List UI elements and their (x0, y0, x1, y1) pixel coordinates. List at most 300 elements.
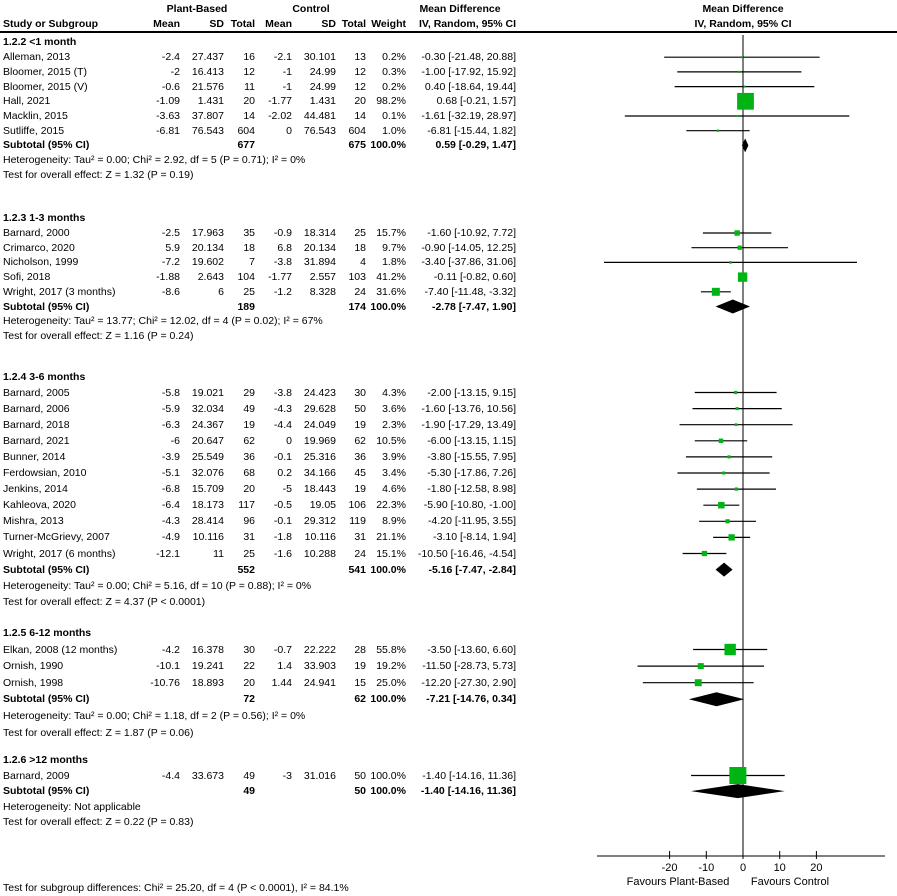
cell-mean-1: -4.2 (161, 644, 180, 656)
cell-mean-2: -1.77 (268, 95, 292, 107)
cell-mean-1: -1.88 (156, 271, 180, 283)
cell-weight: 0.2% (382, 81, 406, 93)
col-ci: IV, Random, 95% CI (418, 18, 516, 30)
subtotal-weight: 100.0% (370, 564, 406, 576)
cell-mean-1: -8.6 (161, 286, 180, 298)
cell-ci-text: -3.80 [-15.55, 7.95] (427, 451, 516, 463)
cell-weight: 1.8% (382, 256, 406, 268)
cell-total-1: 22 (243, 660, 255, 672)
cell-ci-text: -10.50 [-16.46, -4.54] (417, 548, 516, 560)
cell-mean-2: -1.8 (273, 531, 292, 543)
cell-total-1: 104 (237, 271, 255, 283)
effect-marker (737, 93, 754, 110)
cell-weight: 8.9% (382, 515, 406, 527)
cell-sd-1: 27.437 (191, 51, 224, 63)
study-name: Barnard, 2021 (3, 435, 70, 447)
cell-ci-text: -0.30 [-21.48, 20.88] (421, 51, 516, 63)
cell-sd-2: 30.101 (303, 51, 336, 63)
subgroup-label: 1.2.6 >12 months (3, 754, 88, 766)
heterogeneity-text: Heterogeneity: Not applicable (3, 801, 141, 813)
cell-total-2: 13 (354, 51, 366, 63)
cell-sd-2: 24.99 (309, 66, 336, 78)
cell-weight: 100.0% (370, 770, 406, 782)
study-name: Barnard, 2000 (3, 227, 70, 239)
study-name: Barnard, 2009 (3, 770, 70, 782)
cell-total-1: 16 (243, 51, 255, 63)
effect-marker (735, 423, 738, 426)
cell-mean-2: -3.8 (273, 387, 292, 399)
overall-effect-text: Test for overall effect: Z = 1.32 (P = 0.19) (3, 169, 194, 181)
cell-mean-2: -0.9 (273, 227, 292, 239)
cell-mean-1: -6.3 (161, 419, 180, 431)
cell-total-1: 20 (243, 95, 255, 107)
subgroup-difference-test: Test for subgroup differences: Chi² = 25.20, df = 4 (P < 0.0001), I² = 84.1% (3, 882, 349, 894)
cell-mean-2: -1 (282, 66, 292, 78)
cell-ci-text: -0.90 [-14.05, 12.25] (421, 242, 516, 254)
cell-mean-1: -2.4 (161, 51, 180, 63)
study-name: Barnard, 2005 (3, 387, 70, 399)
subtotal-total-2: 675 (348, 139, 366, 151)
effect-marker (738, 71, 740, 73)
subtotal-total-2: 541 (348, 564, 366, 576)
effect-title: Mean Difference (419, 3, 501, 15)
cell-total-1: 12 (243, 66, 255, 78)
cell-mean-1: -5.9 (161, 403, 180, 415)
cell-sd-1: 28.414 (191, 515, 224, 527)
subtotal-total-1: 552 (237, 564, 255, 576)
cell-sd-2: 34.166 (303, 467, 336, 479)
col-total-1: Total (230, 18, 255, 30)
subtotal-weight: 100.0% (370, 139, 406, 151)
subtotal-weight: 100.0% (370, 693, 406, 705)
cell-sd-1: 11 (213, 548, 224, 560)
study-name: Barnard, 2018 (3, 419, 70, 431)
subtotal-total-2: 174 (348, 301, 366, 313)
cell-sd-1: 76.543 (191, 125, 224, 137)
cell-total-1: 117 (238, 499, 255, 511)
cell-ci-text: -1.40 [-14.16, 11.36] (422, 770, 516, 782)
cell-mean-2: 0 (286, 435, 292, 447)
cell-total-2: 20 (354, 95, 366, 107)
study-name: Wright, 2017 (3 months) (3, 286, 116, 298)
cell-mean-2: -1.6 (273, 548, 292, 560)
cell-ci-text: -1.00 [-17.92, 15.92] (421, 66, 516, 78)
cell-total-2: 25 (354, 227, 366, 239)
subtotal-ci-text: -1.40 [-14.16, 11.36] (420, 785, 516, 797)
cell-total-2: 50 (354, 403, 366, 415)
cell-weight: 9.7% (382, 242, 406, 254)
cell-total-1: 30 (243, 644, 255, 656)
subtotal-diamond (716, 563, 733, 577)
col-study: Study or Subgroup (3, 18, 99, 30)
cell-sd-2: 10.116 (304, 531, 336, 543)
col-sd-2: SD (321, 18, 336, 30)
col-mean-1: Mean (153, 18, 180, 30)
cell-sd-1: 10.116 (192, 531, 224, 543)
effect-title-plot: Mean Difference (702, 3, 784, 15)
effect-marker (736, 407, 739, 410)
cell-sd-2: 25.316 (303, 451, 336, 463)
cell-sd-1: 33.673 (191, 770, 224, 782)
cell-sd-1: 16.378 (191, 644, 224, 656)
cell-total-1: 68 (243, 467, 255, 479)
cell-ci-text: -5.90 [-10.80, -1.00] (423, 499, 516, 511)
cell-sd-1: 21.576 (191, 81, 224, 93)
cell-total-1: 62 (243, 435, 255, 447)
cell-mean-1: -5.8 (161, 387, 180, 399)
subtotal-weight: 100.0% (370, 301, 406, 313)
cell-sd-1: 19.241 (191, 660, 224, 672)
effect-marker (712, 288, 720, 296)
effect-marker (722, 471, 725, 474)
cell-weight: 3.4% (382, 467, 406, 479)
cell-total-1: 11 (244, 81, 255, 93)
cell-total-2: 19 (354, 660, 366, 672)
cell-sd-1: 15.709 (191, 483, 224, 495)
cell-sd-2: 1.431 (309, 95, 336, 107)
axis-tick-label: 0 (739, 862, 747, 874)
subtotal-total-2: 62 (354, 693, 366, 705)
cell-mean-1: -3.9 (161, 451, 180, 463)
axis-tick-label: -20 (661, 862, 678, 874)
cell-total-1: 25 (243, 286, 255, 298)
cell-sd-1: 1.431 (197, 95, 224, 107)
cell-mean-2: -1.77 (268, 271, 292, 283)
cell-total-1: 14 (243, 110, 255, 122)
effect-marker (734, 230, 739, 235)
axis-tick-label: -10 (698, 862, 715, 874)
cell-weight: 1.0% (382, 125, 406, 137)
study-name: Alleman, 2013 (3, 51, 71, 63)
cell-sd-2: 10.288 (303, 548, 336, 560)
effect-marker (728, 534, 734, 540)
cell-sd-1: 18.893 (191, 677, 224, 689)
effect-marker (734, 391, 737, 394)
subgroup-label: 1.2.3 1-3 months (3, 212, 86, 224)
cell-weight: 0.2% (382, 51, 406, 63)
subgroup-label: 1.2.2 <1 month (3, 36, 77, 48)
cell-weight: 55.8% (376, 644, 406, 656)
cell-weight: 2.3% (382, 419, 406, 431)
cell-mean-1: -1.09 (156, 95, 180, 107)
cell-total-1: 25 (243, 548, 255, 560)
cell-mean-2: -2.02 (268, 110, 292, 122)
group2-header: Control (292, 3, 330, 15)
cell-total-1: 49 (243, 403, 255, 415)
cell-weight: 98.2% (376, 95, 406, 107)
study-name: Wright, 2017 (6 months) (3, 548, 116, 560)
subtotal-label: Subtotal (95% CI) (3, 693, 90, 705)
axis-tick-label: 20 (810, 862, 823, 874)
heterogeneity-text: Heterogeneity: Tau² = 0.00; Chi² = 2.92, df = 5 (P = 0.71); I² = 0% (3, 154, 306, 166)
study-name: Sutliffe, 2015 (3, 125, 65, 137)
cell-total-1: 7 (249, 256, 255, 268)
cell-mean-1: -10.1 (156, 660, 180, 672)
subtotal-weight: 100.0% (370, 785, 406, 797)
effect-marker (741, 56, 743, 58)
cell-weight: 22.3% (376, 499, 406, 511)
col-sd-1: SD (209, 18, 224, 30)
study-name: Ferdowsian, 2010 (3, 467, 87, 479)
overall-effect-text: Test for overall effect: Z = 4.37 (P < 0.0001) (3, 596, 206, 608)
favours-left-label: Favours Plant-Based (626, 876, 730, 888)
cell-weight: 15.7% (376, 227, 406, 239)
cell-total-2: 18 (354, 242, 366, 254)
subtotal-total-1: 49 (243, 785, 255, 797)
cell-weight: 3.9% (382, 451, 406, 463)
col-ci-plot: IV, Random, 95% CI (694, 18, 792, 30)
cell-total-1: 19 (243, 419, 255, 431)
cell-sd-2: 19.05 (309, 499, 336, 511)
study-name: Hall, 2021 (3, 95, 51, 107)
cell-total-1: 36 (243, 451, 255, 463)
cell-total-2: 106 (348, 499, 366, 511)
cell-total-2: 36 (354, 451, 366, 463)
effect-marker (729, 261, 732, 264)
cell-ci-text: -12.20 [-27.30, 2.90] (421, 677, 516, 689)
cell-mean-1: -7.2 (161, 256, 180, 268)
cell-ci-text: -3.50 [-13.60, 6.60] (427, 644, 516, 656)
cell-total-1: 35 (243, 227, 255, 239)
cell-mean-1: -4.3 (161, 515, 180, 527)
effect-marker (727, 455, 730, 458)
cell-ci-text: -1.80 [-12.58, 8.98] (427, 483, 516, 495)
cell-ci-text: -0.11 [-0.82, 0.60] (433, 271, 516, 283)
cell-mean-2: 1.4 (277, 660, 292, 672)
overall-effect-text: Test for overall effect: Z = 1.87 (P = 0.06) (3, 727, 194, 739)
cell-total-2: 604 (348, 125, 366, 137)
effect-marker (738, 272, 747, 281)
cell-mean-2: 6.8 (277, 242, 292, 254)
cell-total-2: 15 (354, 677, 366, 689)
subtotal-diamond (689, 692, 744, 706)
cell-sd-1: 32.034 (191, 403, 224, 415)
subtotal-label: Subtotal (95% CI) (3, 564, 90, 576)
subtotal-diamond (716, 300, 750, 314)
cell-sd-2: 31.016 (303, 770, 336, 782)
study-name: Jenkins, 2014 (3, 483, 68, 495)
effect-marker (735, 487, 738, 490)
cell-total-2: 103 (348, 271, 366, 283)
cell-total-2: 4 (360, 256, 366, 268)
cell-mean-2: -0.7 (273, 644, 292, 656)
cell-mean-1: -2.5 (161, 227, 180, 239)
cell-mean-2: -4.3 (273, 403, 292, 415)
subtotal-ci-text: -2.78 [-7.47, 1.90] (431, 301, 516, 313)
cell-ci-text: -1.61 [-32.19, 28.97] (421, 110, 516, 122)
cell-total-2: 24 (354, 548, 366, 560)
study-name: Crimarco, 2020 (3, 242, 75, 254)
cell-total-2: 119 (349, 515, 366, 527)
cell-mean-2: -1 (282, 81, 292, 93)
cell-mean-1: -12.1 (156, 548, 180, 560)
cell-mean-2: 0.2 (277, 467, 292, 479)
cell-total-2: 19 (354, 483, 366, 495)
effect-marker (726, 519, 730, 523)
cell-sd-2: 20.134 (303, 242, 336, 254)
cell-ci-text: 0.40 [-18.64, 19.44] (424, 81, 516, 93)
cell-sd-2: 24.049 (303, 419, 336, 431)
cell-ci-text: -7.40 [-11.48, -3.32] (424, 286, 516, 298)
cell-sd-1: 19.021 (191, 387, 224, 399)
heterogeneity-text: Heterogeneity: Tau² = 0.00; Chi² = 5.16, df = 10 (P = 0.88); I² = 0% (3, 580, 312, 592)
cell-sd-2: 33.903 (303, 660, 336, 672)
cell-ci-text: -3.10 [-8.14, 1.94] (433, 531, 516, 543)
subgroup-label: 1.2.5 6-12 months (3, 627, 92, 639)
subtotal-label: Subtotal (95% CI) (3, 139, 90, 151)
cell-sd-1: 20.647 (191, 435, 224, 447)
study-name: Barnard, 2006 (3, 403, 70, 415)
cell-mean-1: -2 (170, 66, 180, 78)
effect-marker (719, 439, 723, 443)
study-name: Bunner, 2014 (3, 451, 66, 463)
cell-total-1: 49 (243, 770, 255, 782)
cell-ci-text: -4.20 [-11.95, 3.55] (428, 515, 516, 527)
cell-sd-2: 29.628 (303, 403, 336, 415)
cell-sd-1: 20.134 (191, 242, 224, 254)
cell-sd-2: 8.328 (309, 286, 336, 298)
cell-sd-2: 18.443 (303, 483, 336, 495)
overall-effect-text: Test for overall effect: Z = 0.22 (P = 0.83) (3, 816, 194, 828)
cell-mean-1: -6.8 (161, 483, 180, 495)
cell-weight: 31.6% (376, 286, 406, 298)
cell-sd-2: 31.894 (303, 256, 336, 268)
cell-ci-text: -3.40 [-37.86, 31.06] (421, 256, 516, 268)
cell-total-1: 31 (243, 531, 255, 543)
cell-weight: 41.2% (376, 271, 406, 283)
cell-sd-2: 19.969 (303, 435, 336, 447)
cell-total-1: 20 (243, 483, 255, 495)
cell-total-2: 45 (354, 467, 366, 479)
cell-sd-1: 6 (218, 286, 224, 298)
study-name: Ornish, 1998 (3, 677, 64, 689)
study-name: Turner-McGrievy, 2007 (3, 531, 110, 543)
cell-weight: 0.3% (382, 66, 406, 78)
cell-ci-text: -1.60 [-13.76, 10.56] (421, 403, 516, 415)
study-name: Mishra, 2013 (3, 515, 64, 527)
heterogeneity-text: Heterogeneity: Tau² = 13.77; Chi² = 12.02, df = 4 (P = 0.02); I² = 67% (3, 315, 323, 327)
cell-ci-text: -1.60 [-10.92, 7.72] (427, 227, 516, 239)
cell-sd-1: 24.367 (191, 419, 224, 431)
cell-sd-2: 44.481 (303, 110, 336, 122)
study-name: Kahleova, 2020 (3, 499, 76, 511)
effect-marker (724, 644, 735, 655)
subtotal-total-1: 72 (243, 693, 255, 705)
effect-marker (729, 767, 746, 784)
subtotal-total-1: 677 (237, 139, 255, 151)
cell-mean-1: -5.1 (161, 467, 180, 479)
effect-marker (698, 663, 704, 669)
cell-total-2: 30 (354, 387, 366, 399)
cell-mean-2: -3 (282, 770, 292, 782)
study-name: Elkan, 2008 (12 months) (3, 644, 118, 656)
subtotal-ci-text: -5.16 [-7.47, -2.84] (428, 564, 516, 576)
cell-mean-1: 5.9 (165, 242, 180, 254)
subtotal-diamond (691, 784, 785, 798)
favours-right-label: Favours Control (750, 876, 830, 888)
cell-sd-1: 18.173 (191, 499, 224, 511)
cell-weight: 19.2% (376, 660, 406, 672)
col-total-2: Total (341, 18, 366, 30)
effect-marker (738, 246, 742, 250)
cell-sd-2: 18.314 (303, 227, 336, 239)
cell-total-2: 19 (354, 419, 366, 431)
cell-mean-2: 1.44 (271, 677, 292, 689)
cell-mean-1: -4.9 (161, 531, 180, 543)
cell-mean-2: -4.4 (273, 419, 292, 431)
cell-weight: 0.1% (382, 110, 406, 122)
axis-tick-label: 10 (773, 862, 786, 874)
cell-sd-2: 22.222 (303, 644, 336, 656)
subgroup-label: 1.2.4 3-6 months (3, 371, 86, 383)
cell-sd-1: 25.549 (191, 451, 224, 463)
cell-total-2: 12 (354, 66, 366, 78)
effect-marker (695, 679, 702, 686)
col-weight: Weight (371, 18, 406, 30)
cell-sd-1: 19.602 (191, 256, 224, 268)
cell-ci-text: -5.30 [-17.86, 7.26] (427, 467, 516, 479)
cell-total-2: 12 (354, 81, 366, 93)
cell-ci-text: -2.00 [-13.15, 9.15] (427, 387, 516, 399)
cell-ci-text: 0.68 [-0.21, 1.57] (436, 95, 516, 107)
cell-sd-2: 24.423 (303, 387, 336, 399)
cell-total-1: 18 (243, 242, 255, 254)
subtotal-ci-text: 0.59 [-0.29, 1.47] (435, 139, 516, 151)
cell-total-2: 24 (354, 286, 366, 298)
cell-ci-text: -6.00 [-13.15, 1.15] (427, 435, 516, 447)
cell-total-1: 96 (243, 515, 255, 527)
subtotal-label: Subtotal (95% CI) (3, 785, 90, 797)
cell-mean-1: -10.76 (150, 677, 180, 689)
cell-sd-1: 17.963 (191, 227, 224, 239)
cell-mean-2: -1.2 (273, 286, 292, 298)
cell-total-1: 29 (243, 387, 255, 399)
cell-mean-1: -6.4 (161, 499, 180, 511)
cell-sd-2: 2.557 (309, 271, 336, 283)
effect-marker (718, 502, 725, 509)
cell-total-2: 50 (354, 770, 366, 782)
effect-marker (702, 551, 707, 556)
effect-marker (736, 115, 738, 117)
cell-mean-2: 0 (286, 125, 292, 137)
cell-mean-1: -0.6 (161, 81, 180, 93)
subtotal-ci-text: -7.21 [-14.76, 0.34] (426, 693, 516, 705)
effect-marker (743, 86, 745, 88)
study-name: Ornish, 1990 (3, 660, 64, 672)
subtotal-label: Subtotal (95% CI) (3, 301, 90, 313)
cell-weight: 15.1% (376, 548, 406, 560)
cell-mean-2: -0.5 (273, 499, 292, 511)
cell-mean-1: -4.4 (161, 770, 180, 782)
cell-weight: 10.5% (376, 435, 406, 447)
cell-sd-1: 32.076 (191, 467, 224, 479)
col-mean-2: Mean (265, 18, 292, 30)
study-name: Bloomer, 2015 (T) (3, 66, 88, 78)
cell-sd-1: 37.807 (191, 110, 224, 122)
cell-mean-1: -3.63 (156, 110, 180, 122)
cell-mean-2: -3.8 (273, 256, 292, 268)
cell-total-2: 62 (354, 435, 366, 447)
cell-total-2: 14 (354, 110, 366, 122)
subtotal-total-1: 189 (237, 301, 255, 313)
cell-mean-1: -6 (170, 435, 180, 447)
cell-sd-2: 29.312 (303, 515, 336, 527)
cell-ci-text: -6.81 [-15.44, 1.82] (427, 125, 516, 137)
cell-sd-1: 2.643 (197, 271, 224, 283)
cell-total-2: 28 (354, 644, 366, 656)
cell-weight: 4.3% (382, 387, 406, 399)
study-name: Bloomer, 2015 (V) (3, 81, 88, 93)
